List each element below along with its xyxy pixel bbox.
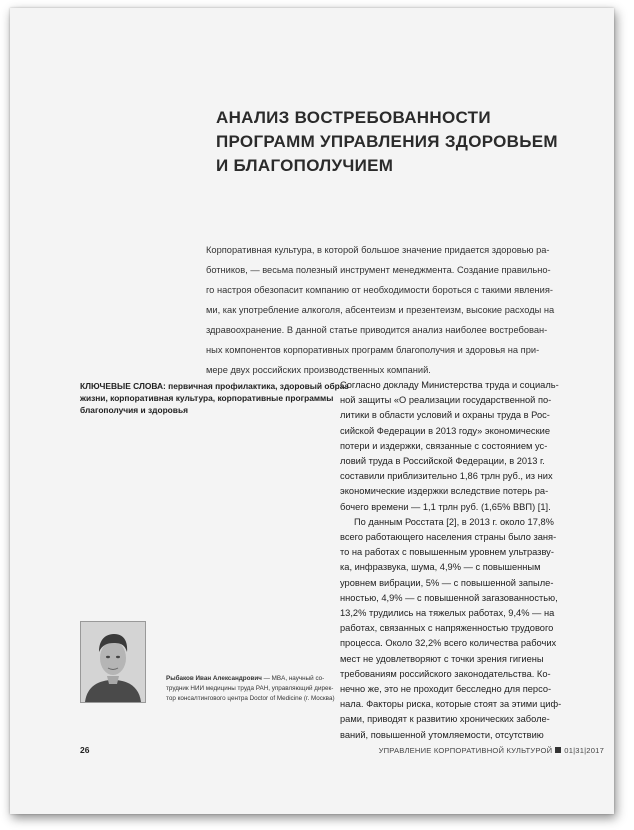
body-line: экономические издержки вследствие потерь ра- xyxy=(340,486,549,497)
author-name: Рыбаков Иван Александрович xyxy=(166,675,262,682)
body-line: потери и издержки, связанные с состоянием ус- xyxy=(340,440,548,451)
title-line: И БЛАГОПОЛУЧИЕМ xyxy=(216,156,394,175)
abstract-line: Корпоративная культура, в которой большое значение придается здоровью ра- xyxy=(206,245,550,255)
body-line: мест не удовлетворяют с точки зрения гигиены xyxy=(340,653,544,664)
article-title xyxy=(216,106,576,178)
body-line: ка, инфразвука, шума, 4,9% — с повышенным xyxy=(340,562,541,573)
body-line: 13,2% трудились на тяжелых работах, 9,4% — на xyxy=(340,608,555,619)
author-bio xyxy=(166,674,336,704)
body-line: бочего времени — 1,1 трлн руб. (1,65% ВВП) [1]. xyxy=(340,501,551,512)
keywords-line: КЛЮЧЕВЫЕ СЛОВА: первичная профилактика, здоровый образ xyxy=(80,381,349,391)
body-line: литики в области условий и охраны труда в Рос- xyxy=(340,410,550,421)
author-bio-text: — MBA, научный со- xyxy=(261,675,325,682)
body-line: Согласно докладу Министерства труда и социаль- xyxy=(340,380,559,390)
journal-footer xyxy=(379,746,604,755)
body-line: ной защиты «О реализации государственной по- xyxy=(340,395,552,406)
body-line: ловий труда в Российской Федерации, в 2013 г. xyxy=(340,456,545,467)
author-bio-line xyxy=(166,674,336,684)
abstract-line: здравоохранение. В данной статье приводится анализ наиболее востребован- xyxy=(206,325,548,335)
abstract-line: мере двух российских производственных компаний. xyxy=(206,365,431,375)
body-line: процесса. Около 32,2% всего количества рабочих xyxy=(340,638,557,649)
body-line: рами, приводят к развитию хронических заболе- xyxy=(340,714,550,725)
body-line: всего работающего населения страны было заня- xyxy=(340,532,557,543)
article-abstract xyxy=(206,240,588,380)
keywords-block xyxy=(80,380,349,416)
body-line: нечно же, это не проходит бесследно для персо- xyxy=(340,684,552,695)
author-photo xyxy=(80,621,146,703)
square-separator-icon xyxy=(555,747,561,753)
body-line: то на работах с повышенным уровнем ультразву- xyxy=(340,547,554,558)
body-text-column xyxy=(340,378,592,743)
keywords-line: благополучия и здоровья xyxy=(80,405,188,415)
body-line: По данным Росстата [2], в 2013 г. около 17,8% xyxy=(354,516,554,527)
body-line: работах, связанных с напряженностью трудового xyxy=(340,623,554,634)
author-bio-line: трудник НИИ медицины труда РАН, управляющий дирек- xyxy=(166,685,334,692)
body-line: требованиям российского законодательства. Ко- xyxy=(340,668,551,679)
abstract-line: ми, как употребление алкоголя, абсентеизм и презентеизм, высокие расходы на xyxy=(206,305,555,315)
body-line: нностью, 4,9% — с повышенной загазованностью, xyxy=(340,592,558,603)
author-portrait-icon xyxy=(81,622,145,702)
author-bio-line: тор консалтингового центра Doctor of Medicine (г. Москва) xyxy=(166,695,335,702)
title-line: ПРОГРАММ УПРАВЛЕНИЯ ЗДОРОВЬЕМ xyxy=(216,132,558,151)
keywords-line: жизни, корпоративная культура, корпоративные программы xyxy=(80,393,334,403)
body-line: сийской Федерации в 2013 году» экономические xyxy=(340,425,551,436)
abstract-line: ботников, — весьма полезный инструмент менеджмента. Создание правильно- xyxy=(206,265,551,275)
body-line: нала. Факторы риска, которые стоят за этими циф- xyxy=(340,699,562,710)
page-number: 26 xyxy=(80,745,90,755)
journal-name: УПРАВЛЕНИЕ КОРПОРАТИВНОЙ КУЛЬТУРОЙ xyxy=(378,746,553,755)
abstract-line: го настроя обезопасит компанию от необходимости бороться с такими явления- xyxy=(206,285,553,295)
abstract-line: ных компонентов корпоративных программ благополучия и здоровья на при- xyxy=(206,345,540,355)
title-line: АНАЛИЗ ВОСТРЕБОВАННОСТИ xyxy=(216,108,491,127)
body-line: ваний, повышенной утомляемости, отсутствию xyxy=(340,729,544,740)
body-line: уровнем вибрации, 5% — с повышенной запыле- xyxy=(340,577,554,588)
journal-issue: 01|31|2017 xyxy=(564,746,604,755)
body-line: составили приблизительно 1,86 трлн руб., из них xyxy=(340,471,553,482)
